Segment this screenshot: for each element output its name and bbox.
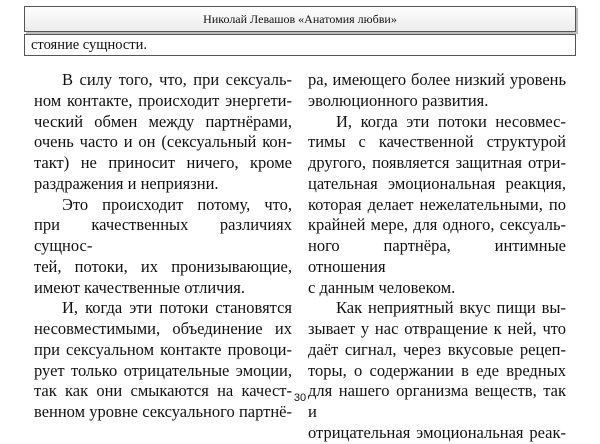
text-line: крайней мере, для одного, сексуаль-: [308, 215, 566, 235]
text-line: Как неприятный вкус пищи вы-: [336, 298, 566, 318]
text-line: И, когда эти потоки несовмес-: [336, 111, 566, 131]
text-line: очень часто и он (сексуальный кон-: [34, 132, 292, 152]
text-line: такт) не приносит ничего, кроме: [34, 153, 292, 172]
text-line: так как они смыкаются на качест-: [34, 381, 292, 401]
left-column: [34, 70, 292, 423]
text-line: И, когда эти потоки становятся: [62, 298, 292, 318]
paragraph: [308, 298, 566, 443]
text-line: цательная эмоциональная реакция,: [308, 173, 566, 193]
text-line: венном уровне сексуального партнё-: [34, 402, 292, 421]
paragraph: [308, 112, 566, 299]
text-line: несовместимыми, объединение их: [34, 319, 292, 338]
text-line: тей, потоки, их пронизывающие,: [34, 256, 292, 276]
text-line: ного партнёра, интимные отношения: [308, 236, 566, 276]
text-line: раздражения и неприязни.: [34, 173, 219, 193]
paragraph: [34, 195, 292, 299]
paragraph: [34, 70, 292, 195]
text-line: отрицательная эмоциональная реак-: [308, 422, 566, 442]
text-line: ном контакте, происходит энергети-: [34, 90, 292, 110]
text-line: для нашего организма веществ, так и: [308, 381, 566, 421]
text-line: даёт сигнал, через вкусовые рецеп-: [308, 339, 566, 359]
text-line: Это происходит потому, что,: [62, 194, 292, 214]
text-line: В силу того, что, при сексуаль-: [62, 70, 292, 89]
text-line: ческий обмен между партнёрами,: [34, 111, 292, 131]
page-number: 30: [293, 392, 307, 404]
running-header: [24, 6, 576, 32]
text-line: торы, о содержании в еде вредных: [308, 360, 566, 380]
paragraph: [34, 298, 292, 423]
text-line: при сексуальном контакте провоци-: [34, 339, 292, 359]
text-line: ра, имеющего более низкий уровень: [308, 70, 566, 89]
text-line: с данным человеком.: [308, 277, 456, 297]
carryover-line-box: [24, 34, 576, 56]
text-line: рует только отрицательные эмоции,: [34, 360, 292, 380]
text-line: эволюционного развития.: [308, 90, 489, 110]
text-line: имеют качественные отличия.: [34, 277, 245, 297]
carryover-text: стояние сущности.: [31, 37, 147, 53]
text-line: зывает у нас отвращение к ней, что: [308, 319, 566, 338]
text-line: которая делает нежелательными, по: [308, 194, 566, 214]
header-title: Николай Левашов «Анатомия любви»: [203, 12, 397, 26]
text-line: при качественных различиях сущнос-: [34, 215, 292, 255]
right-column: [308, 70, 566, 444]
text-line: тимы с качественной структурой: [308, 132, 566, 152]
text-line: другого, появляется защитная отри-: [308, 153, 566, 172]
paragraph: [308, 70, 566, 112]
